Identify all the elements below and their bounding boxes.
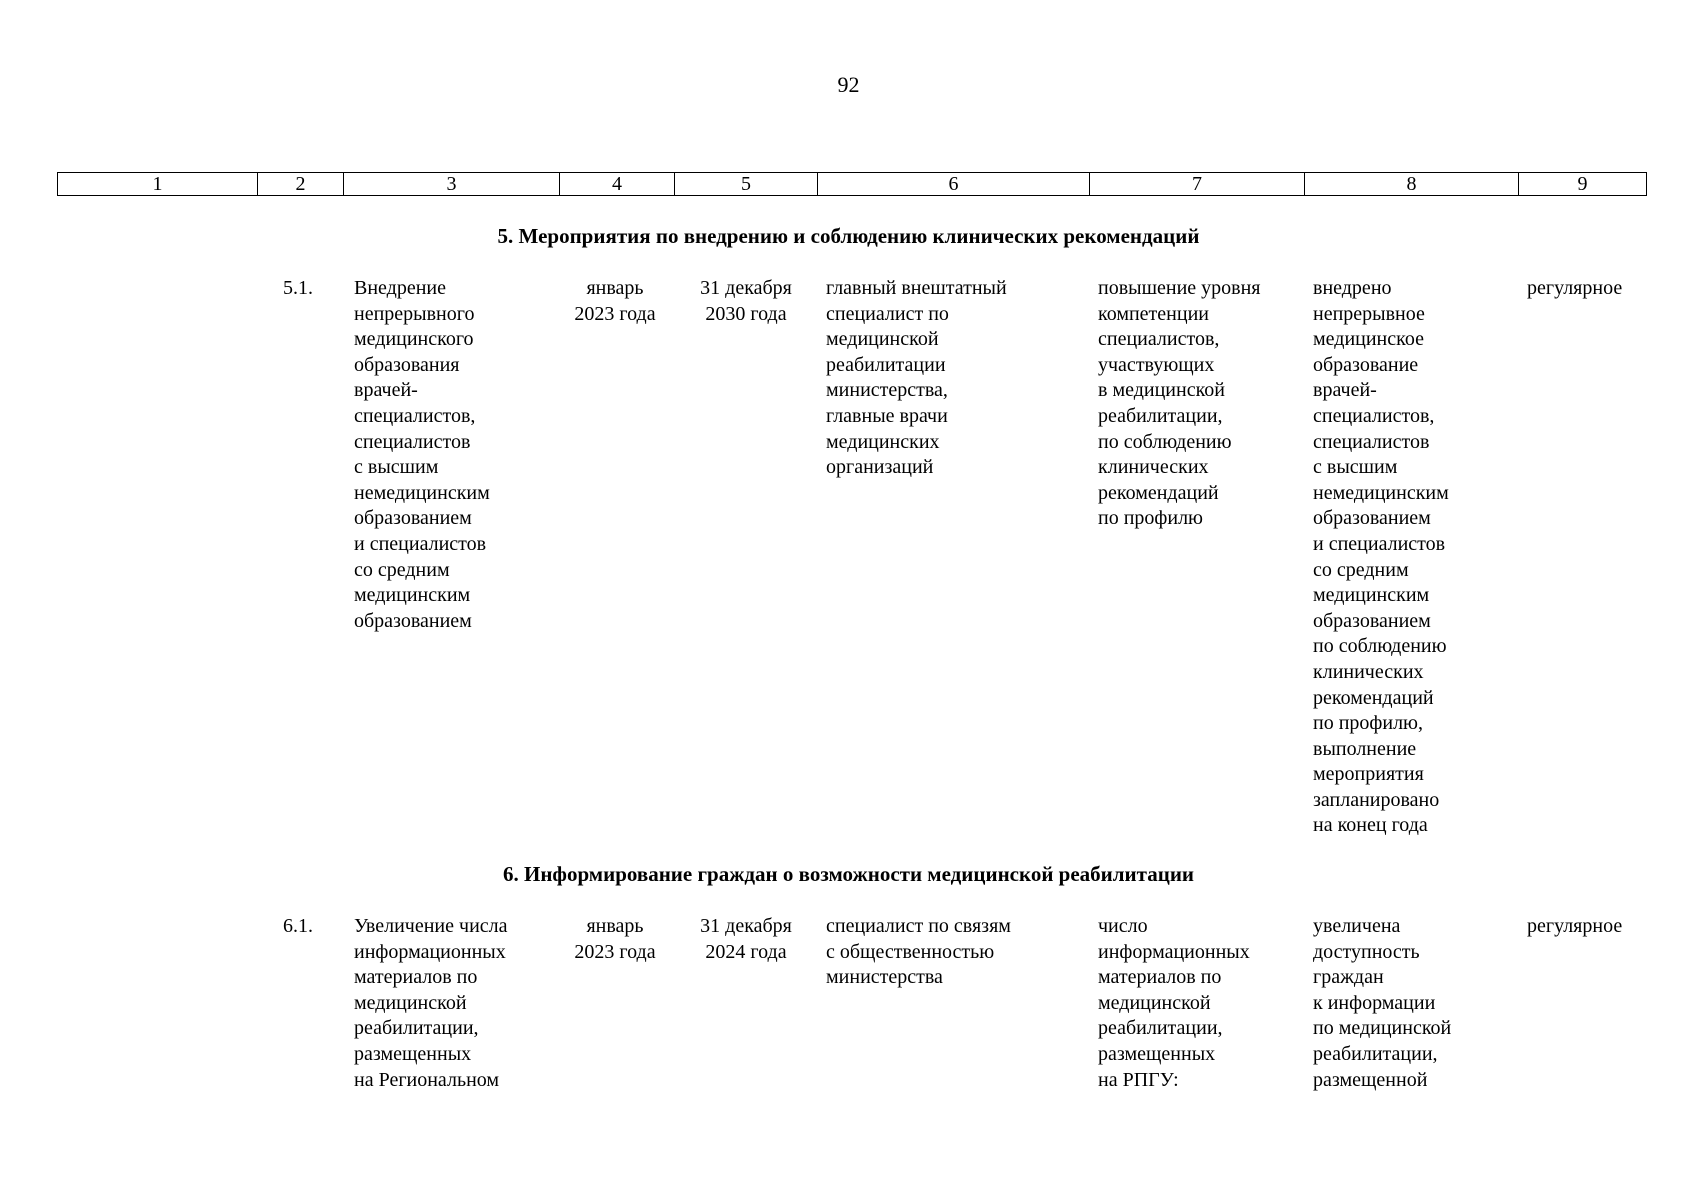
section-6-title: 6. Информирование граждан о возможности медицинской реабилитации [502,862,1195,886]
measure-name: Увеличение числа информационных материалов по медицинской реабилитации, размещенных на Региональном [354,915,508,1091]
measure-type: регулярное [1527,915,1623,937]
end-date: 31 декабря 2024 года [700,915,792,963]
expected-result: увеличена доступность граждан к информации по медицинской реабилитации, размещенной [1313,915,1452,1091]
expected-result: внедрено непрерывное медицинское образование врачей- специалистов, специалистов с высшим немедицинским образованием и специалистов со средним медицинским образованием по соблюдению клинических рекомендаций по профилю, выполнение мероприятия запланировано на конец года [1313,277,1449,837]
column-number-6: 6 [818,173,1090,196]
column-number-4: 4 [560,173,675,196]
column-number-7: 7 [1090,173,1305,196]
measure-name: Внедрение непрерывного медицинского образования врачей- специалистов, специалистов с высшим немедицинским образованием и специалистов со средним медицинским образованием [354,277,490,632]
start-date: январь 2023 года [574,277,656,325]
responsible-person: главный внештатный специалист по медицинской реабилитации министерства, главные врачи медицинских организаций [826,277,1007,479]
measure-type: регулярное [1527,277,1623,299]
row-number: 6.1. [283,915,313,937]
column-number-3: 3 [344,173,560,196]
start-date: январь 2023 года [574,915,656,963]
column-number-2: 2 [258,173,344,196]
indicator: число информационных материалов по медицинской реабилитации, размещенных на РПГУ: [1098,915,1250,1091]
responsible-person: специалист по связям с общественностью министерства [826,915,1011,989]
column-number-header [57,172,1647,196]
end-date: 31 декабря 2030 года [700,277,792,325]
row-number: 5.1. [283,277,313,299]
column-number-9: 9 [1519,173,1647,196]
column-number-5: 5 [675,173,818,196]
section-5-title: 5. Мероприятия по внедрению и соблюдению клинических рекомендаций [497,224,1200,248]
page-number: 92 [837,72,860,97]
column-number-8: 8 [1305,173,1519,196]
column-number-1: 1 [58,173,258,196]
indicator: повышение уровня компетенции специалистов, участвующих в медицинской реабилитации, по соблюдению клинических рекомендаций по профилю [1098,277,1261,530]
